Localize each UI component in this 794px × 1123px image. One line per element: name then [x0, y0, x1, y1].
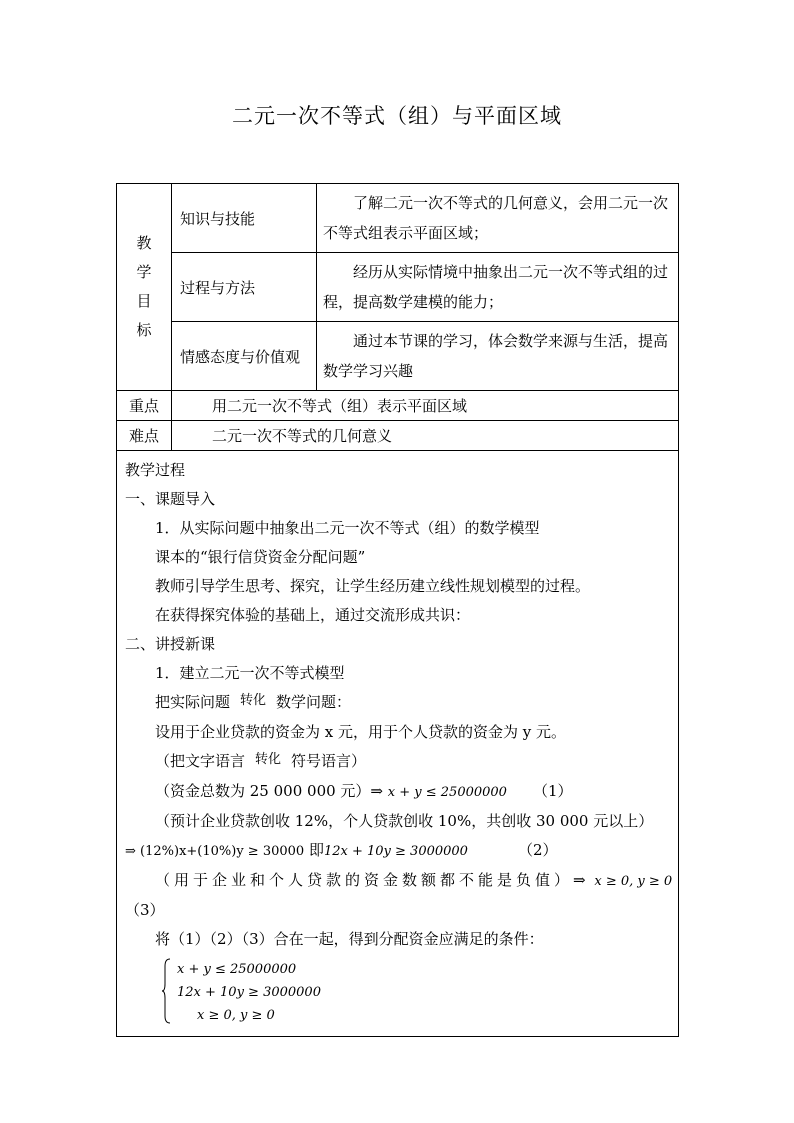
inequality-2-math-a: ⇒ (12%)x+(10%)y ≥ 30000 [125, 844, 305, 859]
difficult-point-text: 二元一次不等式的几何意义 [172, 421, 679, 451]
objective-row-attitude [117, 322, 679, 391]
convert-text-a: 把实际问题 [155, 693, 231, 711]
objective-label: 情感态度与价值观 [172, 322, 317, 391]
inequality-3-text: （用于企业和个人贷款的资金数额都不能是负值）⇒ [155, 871, 590, 889]
convert-line [125, 688, 672, 718]
equation-number: （1） [532, 782, 573, 800]
inequality-2-line [125, 836, 672, 866]
inequality-system [161, 958, 672, 1028]
objective-row-process [117, 253, 679, 322]
process-line: 1．建立二元一次不等式模型 [155, 664, 345, 682]
process-row [117, 451, 679, 1037]
process-heading: 教学过程 [125, 461, 186, 479]
objective-row-knowledge [117, 184, 679, 253]
inequality-1-text: （资金总数为 25 000 000 元）⇒ [155, 782, 383, 800]
left-brace-icon [161, 958, 171, 1024]
process-line: 在获得探究体验的基础上，通过交流形成共识： [155, 606, 471, 624]
objective-label: 知识与技能 [172, 184, 317, 253]
objective-text: 了解二元一次不等式的几何意义，会用二元一次不等式组表示平面区域； [317, 184, 679, 253]
equation-number: （3） [125, 901, 165, 919]
process-line: 设用于企业贷款的资金为 x 元，用于个人贷款的资金为 y 元。 [155, 723, 567, 741]
process-line: 1．从实际问题中抽象出二元一次不等式（组）的数学模型 [155, 519, 540, 537]
inequality-2-math-b: 12x + 10y ≥ 3000000 [323, 844, 468, 859]
language-line [125, 747, 672, 777]
objectives-header-char: 标 [136, 321, 152, 339]
process-line: （预计企业贷款创收 12%，个人贷款创收 10%，共创收 30 000 元以上） [155, 812, 654, 830]
objectives-header [117, 184, 172, 391]
language-text-b: 符号语言） [291, 752, 367, 770]
objectives-header-char: 学 [136, 263, 152, 281]
equation-number: （2） [517, 841, 558, 859]
objectives-header-char: 教 [136, 234, 152, 252]
inequality-3-math: x ≥ 0, y ≥ 0 [594, 874, 673, 889]
convert-text-b: 数学问题： [276, 693, 352, 711]
language-word: 转化 [255, 752, 282, 767]
objective-text: 经历从实际情境中抽象出二元一次不等式组的过程，提高数学建模的能力； [317, 253, 679, 322]
lesson-plan-table [116, 183, 679, 1037]
inequality-3-line [125, 866, 672, 896]
difficult-point-label: 难点 [117, 421, 172, 451]
section-heading: 一、课题导入 [125, 490, 216, 508]
language-text-a: （把文字语言 [155, 752, 246, 770]
section-heading: 二、讲授新课 [125, 635, 216, 653]
teaching-process [117, 451, 679, 1037]
process-line: 教师引导学生思考、探究，让学生经历建立线性规划模型的过程。 [155, 577, 591, 595]
page-title: 二元一次不等式（组）与平面区域 [232, 104, 562, 128]
inequality-1-line [125, 777, 672, 807]
convert-word: 转化 [240, 693, 267, 708]
process-line: 课本的“银行信贷资金分配问题” [155, 548, 366, 566]
objectives-header-char: 目 [136, 292, 152, 310]
key-point-label: 重点 [117, 391, 172, 421]
system-lines [177, 958, 321, 1027]
system-line: x ≥ 0, y ≥ 0 [197, 1008, 275, 1023]
difficult-point-row [117, 421, 679, 451]
objective-label: 过程与方法 [172, 253, 317, 322]
inequality-1-math: x + y ≤ 25000000 [387, 785, 507, 800]
system-line: x + y ≤ 25000000 [177, 962, 297, 977]
process-line: 将（1）（2）（3）合在一起，得到分配资金应满足的条件： [155, 930, 544, 948]
key-point-text: 用二元一次不等式（组）表示平面区域 [172, 391, 679, 421]
key-point-row [117, 391, 679, 421]
objective-text: 通过本节课的学习，体会数学来源与生活，提高数学学习兴趣 [317, 322, 679, 391]
inequality-2-mid: 即 [308, 841, 324, 859]
system-line: 12x + 10y ≥ 3000000 [177, 985, 321, 1000]
